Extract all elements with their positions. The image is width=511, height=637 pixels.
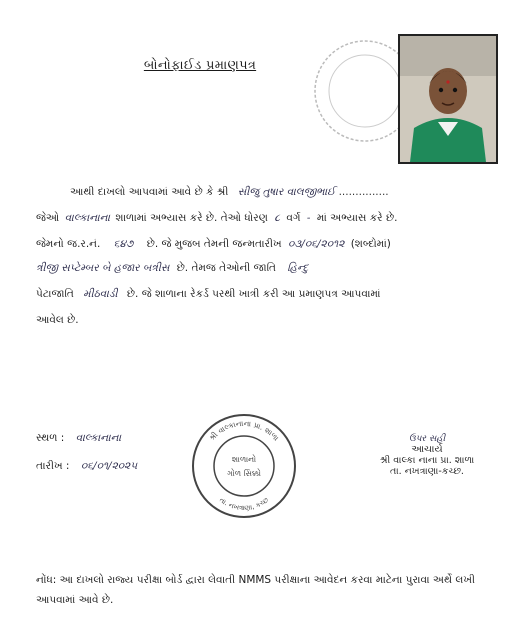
school-name: વાલ્કાનાના — [64, 212, 110, 224]
signature-title: આચાર્ય — [411, 444, 443, 455]
signature-school: શ્રી વાલ્કા નાના પ્રા. શાળા — [379, 455, 475, 466]
line-2: જેઓ વાલ્કાનાના શાળામાં અભ્યાસ કરે છે. તેઓ ધોરણ ૮ વર્ગ - માં અભ્યાસ કરે છે. — [36, 212, 398, 224]
birth-date-words: ત્રીજી સપ્ટેમ્બર બે હજાર બત્રીસ — [36, 262, 170, 274]
place-value: વાલ્કાનાના — [75, 432, 122, 444]
place-row: સ્થળ : વાલ્કાનાના — [36, 432, 122, 444]
certificate-title: બોનોફાઈડ પ્રમાણપત્ર — [143, 58, 257, 73]
stamp-center-bottom: ગોળ સિક્કો — [227, 469, 261, 478]
birth-date: ૦૩/૦૬/૨૦૧૨ — [287, 238, 345, 250]
date-value: ૦૬/૦૧/૨૦૨૫ — [80, 460, 138, 472]
svg-text:તા. નખત્રાણા, કચ્છ — [218, 496, 271, 513]
class-value: - — [306, 212, 311, 224]
line-3: જેમનો જ.ર.નં. ૬૪૭ છે. જે મુજબ તેમની જન્મતારીખ ૦૩/૦૬/૨૦૧૨ (શબ્દોમાં) — [36, 238, 391, 250]
student-name: સીજુ તુષાર વાલજીભાઈ — [237, 186, 336, 198]
stamp-center-top: શાળાનો — [231, 455, 257, 464]
stamp-ring-top: શ્રી વાલ્કાનાના પ્રા. શાળા — [207, 418, 281, 443]
line-6: આવેલ છે. — [36, 314, 79, 326]
school-stamp — [190, 412, 298, 520]
line-5: પેટાજાતિ મીઠવાડી છે. જે શાળાના રેકર્ડ પરથી ખાત્રી કરી આ પ્રમાણપત્ર આપવામાં — [36, 288, 381, 300]
line-4: ત્રીજી સપ્ટેમ્બર બે હજાર બત્રીસ છે. તેમજ તેઓની જાતિ હિન્દુ — [36, 262, 309, 274]
subcaste-value: મીઠવાડી — [83, 288, 118, 300]
date-row: તારીખ : ૦૬/૦૧/૨૦૨૫ — [36, 460, 138, 472]
signature-taluka: તા. નખત્રાણા-કચ્છ. — [390, 466, 464, 477]
signature-block — [352, 434, 502, 477]
footer-note: નોંધ: આ દાખલો રાજ્ય પરીક્ષા બોર્ડ દ્વારા લેવાતી NMMS પરીક્ષાના આવેદન કરવા માટેના પુરાવા અર્થે લખી આપવામાં આવે છે. — [36, 574, 475, 606]
student-photo — [398, 34, 498, 164]
signature-scribble: ઉપર સહી — [408, 434, 446, 444]
caste-value: હિન્દુ — [287, 262, 309, 274]
gr-number: ૬૪૭ — [113, 238, 134, 250]
stamp-ring-bottom: તા. નખત્રાણા, કચ્છ — [217, 495, 271, 513]
standard-value: ૮ — [274, 212, 280, 224]
line-1: આથી દાખલો આપવામાં આવે છે કે શ્રી સીજુ તુષાર વાલજીભાઈ ............... — [70, 186, 389, 198]
